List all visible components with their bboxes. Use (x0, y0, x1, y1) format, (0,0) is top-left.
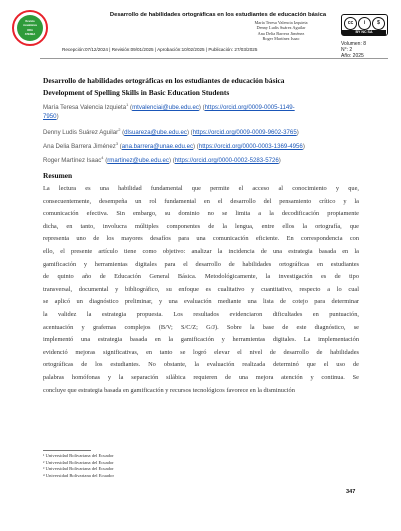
footnote: ⁴ Universidad Bolivariana del Ecuador (43, 472, 114, 478)
author-email-link[interactable]: dlsuareza@ube.edu.ec (124, 129, 187, 137)
article-title-en: Development of Spelling Skills in Basic Education Students (43, 88, 230, 97)
volume: Volumen: 8 (341, 41, 367, 47)
logo-text: ATENEA (24, 33, 36, 36)
footnote: ³ Universidad Bolivariana del Ecuador (43, 466, 114, 472)
abstract-line: representa uno de los mayores desafíos para una comunicación eficiente. En correspondencia con (43, 235, 359, 243)
author-line-2: Denny Ludis Suárez Aguilar$^2$ (dlsuareza@ube.edu.ec) (https://orcid.org/0009-0009-9602-3765) (43, 127, 299, 137)
author-orcid-link[interactable]: https://orcid.org/0009-0005-1149- (204, 104, 295, 112)
header-authors (236, 20, 326, 41)
author-email-link[interactable]: rmartinez@ube.edu.ec (107, 157, 169, 165)
section-heading: Resumen (43, 171, 73, 180)
abstract-line: comunicación efectiva. Sin embargo, su dominio no se limita a la decodificación propiamente (43, 210, 359, 218)
abstract-line: implementó una estrategia basada en la gamificación y herramientas digitales. La implementación (43, 336, 359, 344)
abstract-line: consecuentemente, desempeña un rol fundamental en el desarrollo del pensamiento crítico y la (43, 197, 359, 205)
abstract-line: ortográficas de los estudiantes. No obstante, la evaluación realizada determinó que el uso de (43, 361, 359, 369)
author-email-link[interactable]: ana.barrera@unae.edu.ec (121, 143, 194, 151)
author-line-1b: 7950) (43, 113, 59, 120)
header-author: María Teresa Valencia Izquieta (254, 20, 308, 25)
abstract-line: ello, el presente artículo tiene como objetivo: analizar la incidencia de una estrategia basada en la (43, 247, 359, 255)
abstract-line: se aplicó un diagnóstico preliminar, y una evaluación mediante una lista de cotejo para determinar (43, 298, 359, 306)
cc-icon: cc (344, 17, 357, 30)
abstract-line: evidenció mejoras significativas, en tanto se logró elevar el nivel de desarrollo de habilidades (43, 348, 359, 356)
header-author: Ana Delia Barrera Jiménez (257, 30, 305, 36)
license-badge[interactable] (341, 14, 388, 36)
number: N°: 2 (341, 47, 353, 53)
author-orcid-link[interactable]: https://orcid.org/0000-0002-5283-5726 (174, 157, 279, 165)
footnote: ² Universidad Bolivariana del Ecuador (43, 459, 114, 465)
footnote: ¹ Universidad Bolivariana del Ecuador (43, 453, 114, 458)
author-line-3: Ana Delia Barrera Jiménez$^3$ (ana.barrera@unae.edu.ec) (https://orcid.org/0000-0003-1369-4956) (43, 141, 305, 151)
author-line-4: Roger Martínez Isaac$^4$ (rmartinez@ube.edu.ec) (https://orcid.org/0000-0002-5283-5726) (43, 155, 281, 165)
abstract-line: dicha, en tanto, involucra múltiples componentes de la lengua, entre ellos la ortografía, que (43, 222, 359, 230)
abstract-line: gamificación y herramientas digitales para el desarrollo de habilidades ortográficas en estudiantes (43, 260, 359, 268)
author-orcid-link[interactable]: https://orcid.org/0009-0009-9602-3765 (192, 129, 297, 137)
running-title: Desarrollo de habilidades ortográficas en los estudiantes de educación básica (109, 12, 327, 18)
author-orcid-link[interactable]: https://orcid.org/0000-0003-1369-4956 (198, 143, 303, 151)
author-name: Roger Martínez Isaac (43, 157, 102, 165)
by-icon: i (358, 17, 371, 30)
abstract-line: acentuación y grafemas complejos (B/V; S/C/Z; G/J). Sobre la base de este diagnóstico, se (43, 323, 359, 331)
nc-icon: $ (372, 17, 385, 30)
article-title-es: Desarrollo de habilidades ortográficas en los estudiantes de educación básica (43, 76, 285, 85)
abstract-line: concluye que estrategia basada en gamificación y recursos tecnológicos favorece en la disminución (43, 386, 295, 394)
journal-logo (12, 10, 48, 46)
author-name: Denny Ludis Suárez Aguilar (43, 129, 119, 137)
header-author: Roger Martínez Isaac (262, 35, 300, 41)
publication-dates: Recepción:07/12/2024 | Revisión:09/01/2025 | Aprobación:10/02/2025 | Publicación: 27/03/2025 (62, 47, 258, 52)
author-orcid-link-cont[interactable]: 7950 (43, 113, 57, 120)
abstract-line: La lectura es una habilidad fundamental que permite el acceso al conocimiento y que, (43, 185, 359, 192)
abstract-paragraph (43, 183, 359, 397)
footnotes (43, 453, 114, 479)
header-author: Denny Ludis Suárez Aguilar (256, 25, 306, 31)
abstract-line: palabras homófonas y la separación silábica requieren de una mejora atención y continua. Se (43, 373, 359, 381)
author-sup: 2 (118, 127, 121, 132)
logo-text: ODA (27, 29, 33, 32)
author-name: Ana Delia Barrera Jiménez (43, 143, 116, 151)
author-email-link[interactable]: mtvalenciai@ube.edu.ec (132, 104, 199, 112)
author-line-1: María Teresa Valencia Izquieta$^1$ (mtvalenciai@ube.edu.ec) (https://orcid.org/0009-0005-1149- (43, 102, 295, 112)
author-sup: 3 (115, 141, 119, 146)
logo-text: Revista (25, 20, 35, 23)
abstract-line: la validez la estrategia propuesta. Los resultados evidenciaron dificultades en puntuación, (43, 310, 359, 318)
footnote-rule (43, 450, 91, 451)
author-name: María Teresa Valencia Izquieta (43, 104, 127, 112)
year: Año: 2025 (341, 53, 364, 59)
abstract-line: transversal, documental y bibliográfico, su enfoque es cualitativo y cuantitativo, respecto a lo cual (43, 285, 359, 293)
page-number: 347 (346, 489, 356, 495)
logo-text: Académica (23, 24, 37, 27)
volume-info (341, 41, 381, 59)
license-label: BY NC SA (342, 30, 386, 35)
abstract-line: de quinto año de Educación General Básica. Metodológicamente, la investigación es de tipo (43, 273, 359, 281)
author-sup: 1 (126, 102, 129, 107)
header-divider (40, 58, 388, 59)
author-sup: 4 (101, 155, 104, 160)
